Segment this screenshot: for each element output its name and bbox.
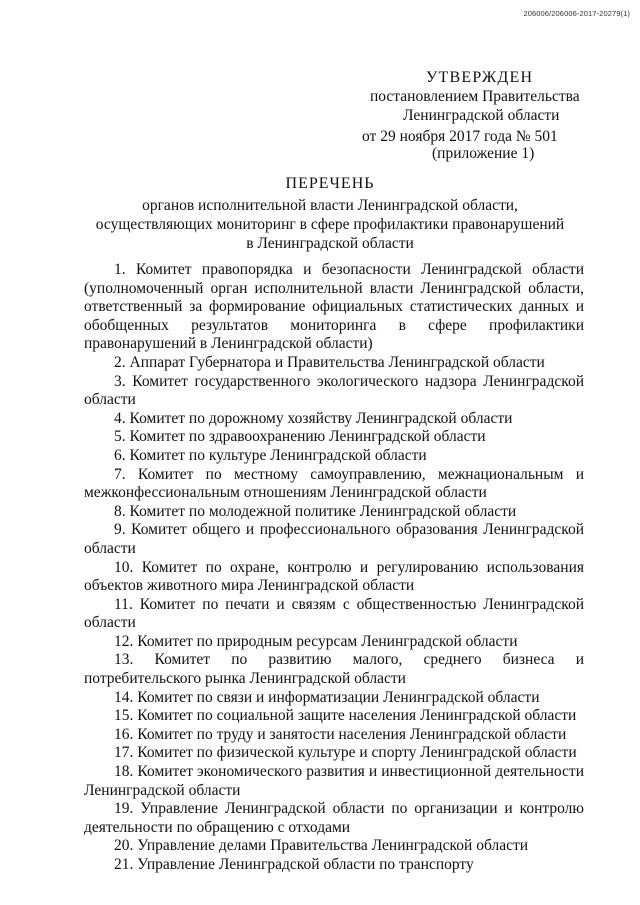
list-item: 7. Комитет по местному самоуправлению, межнациональным и межконфессиональным отношениям Ленинградской области [84,465,584,502]
document-title [60,174,600,253]
list-item: 19. Управление Ленинградской области по организации и контролю деятельности по обращению с отходами [84,800,584,836]
title-line: органов исполнительной власти Ленинградской области, [142,197,518,214]
list-item: 10. Комитет по охране, контролю и регулированию использования объектов животного мира Ленинградской области [84,558,584,595]
list-item: 3. Комитет государственного экологического надзора Ленинградской области [84,372,584,409]
approval-stamp [358,68,608,162]
agency-list [84,261,584,875]
approval-heading: УТВЕРЖДЕН [426,69,534,86]
list-item: 2. Аппарат Губернатора и Правительства Ленинградской области [114,353,545,371]
approval-date: от 29 ноября 2017 года № 501 [362,128,558,145]
list-item: 15. Комитет по социальной защите населения Ленинградской области [114,707,577,725]
list-item: 20. Управление делами Правительства Ленинградской области [114,837,529,855]
list-item: 16. Комитет по труду и занятости населения Ленинградской области [114,725,567,743]
list-item: 18. Комитет экономического развития и инвестиционной деятельности Ленинградской области [84,763,584,799]
title-line: в Ленинградской области [246,235,414,252]
list-item: 21. Управление Ленинградской области по транспорту [114,856,474,873]
list-item: 8. Комитет по молодежной политике Ленинградской области [114,502,517,520]
list-item: 6. Комитет по культуре Ленинградской области [114,446,427,464]
list-item: 9. Комитет общего и профессионального образования Ленинградской области [84,521,584,557]
approval-line: Ленинградской области [403,107,560,124]
list-item: 17. Комитет по физической культуре и спорту Ленинградской области [114,744,577,762]
list-item: 11. Комитет по печати и связям с общественностью Ленинградской области [84,595,584,632]
title-line: осуществляющих мониторинг в сфере профилактики правонарушений [95,216,565,233]
list-item: 14. Комитет по связи и информатизации Ленинградской области [114,688,540,706]
document-code: 206006/206006-2017-20279(1) [523,9,630,18]
page-title: ПЕРЕЧЕНЬ [285,175,375,192]
approval-appendix: (приложение 1) [432,145,535,162]
list-item: 1. Комитет правопорядка и безопасности Ленинградской области (уполномоченный орган исполнительной власти Ленинградской области, ответственный за формирование официальных статистических данных и обобщенных результатов мониторинга в сфере профилактики правонарушений в Ленинградской области) [84,261,584,353]
list-item: 5. Комитет по здравоохранению Ленинградской области [114,428,486,446]
list-item: 13. Комитет по развитию малого, среднего бизнеса и потребительского рынка Ленинградской области [84,651,584,688]
approval-line: постановлением Правительства [370,88,580,105]
list-item: 12. Комитет по природным ресурсам Ленинградской области [114,632,518,650]
list-item: 4. Комитет по дорожному хозяйству Ленинградской области [114,409,513,427]
